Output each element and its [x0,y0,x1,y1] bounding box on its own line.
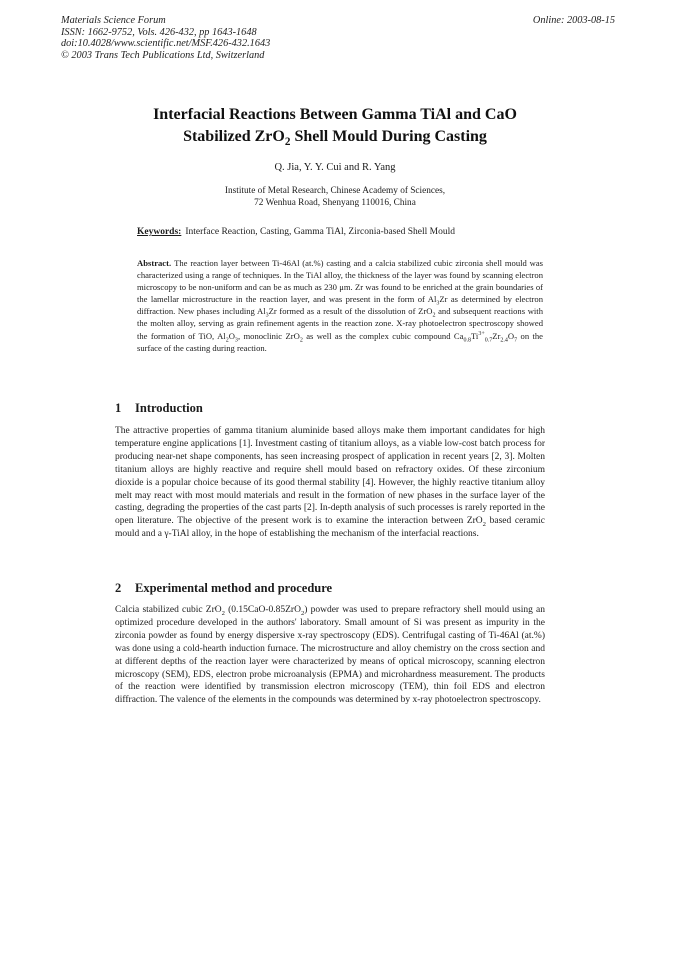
abstract-label: Abstract. [137,258,172,268]
doi-line: doi:10.4028/www.scientific.net/MSF.426-432.1643 [61,38,271,49]
issn-line: ISSN: 1662-9752, Vols. 426-432, pp 1643-1648 [61,26,257,38]
section-2-heading [115,581,332,596]
method-paragraph: Calcia stabilized cubic ZrO$_2$ (0.15CaO-0.85ZrO$_2$) powder was used to prepare refractory shell mould using an optimized procedure developed in the authors' laboratory. Small amount of Si was present as impurity in the zirconia powder as found by energy dispersive x-ray spectroscopy (EDS). Centrifugal casting of Ti-46Al (at.%) was done using a cold-hearth induction furnace. The microstructure and alloy chemistry on the cross section and at different depths of the reaction layer were characterized by means of optical microscopy, scanning electron microscopy (SEM), EDS, electron probe microanalysis (EPMA) and microhardness measurement. The products of the reaction were identified by transmission electron microscopy (TEM), thin foil EDS and electron diffraction. The valence of the elements in the compounds was determined by x-ray photoelectron spectroscopy. [115,605,545,706]
section-1-number: 1 [115,401,122,415]
copyright-line: © 2003 Trans Tech Publications Ltd, Switzerland [61,49,265,61]
affiliation-line-1: Institute of Metal Research, Chinese Academy of Sciences, [224,186,446,196]
section-2-number: 2 [115,581,122,595]
abstract: Abstract. The reaction layer between Ti-46Al (at.%) casting and a calcia stabilized cubic zirconia shell mould was characterized using a range of techniques. In the TiAl alloy, the thickness of the layer was found by scanning electron microscopy to be non-uniform and can be as much as 230 μm. Zr was found to be enriched at the grain boundaries of the lamellar microstructure in the reaction layer, and was present in the form of $Al_3Zr$ as determined by electron diffraction. New phases including $Al_3Zr$ formed as a result of the dissolution of ZrO$_2$ and subsequent reactions with the molten alloy, serving as grain refinement agents in the reaction zone. X-ray photoelectron spectroscopy showed the formation of TiO, $Al_2O_3$, monoclinic ZrO$_2$ as well as the complex cubic compound $Ca_{0.8}Ti^{3+}_{0.7}Zr_{2.4}O_7$ on the surface of the casting during reaction. [137,258,543,353]
paper-title [95,104,575,148]
title-line-2: Stabilized ZrO$_2$ Shell Mould During Casting [183,128,487,149]
title-line-1: Interfacial Reactions Between Gamma TiAl and CaO [153,106,517,123]
affiliation-line-2: 72 Wenhua Road, Shenyang 110016, China [254,198,416,208]
keywords [137,227,455,237]
journal-header [61,15,270,61]
author-list: Q. Jia, Y. Y. Cui and R. Yang [274,162,396,173]
keywords-label: Keywords: [137,227,182,237]
keywords-text: Interface Reaction, Casting, Gamma TiAl, Zirconia-based Shell Mould [185,227,455,237]
section-1-heading [115,401,203,416]
section-1-title: Introduction [135,401,203,415]
affiliation [95,185,575,209]
introduction-paragraph: The attractive properties of gamma titanium aluminide based alloys make them important candidates for high temperature engine applications [1]. Investment casting of titanium alloys, as a viable low-cost batch process for producing near-net shape components, has seen increasing prospect of application in recent years [2, 3]. Molten titanium alloys are highly reactive and require shell mould based on refractory oxides. Of these zirconium dioxide is a popular choice because of its good thermal stability [4]. However, the highly reactive titanium alloy melt may react with most mould materials and result in the formation of new phases in the surface layer of the casting, degrading the properties of the cast parts [2]. In-depth analysis of such processes is rarely reported in the open literature. The objective of the present work is to examine the interaction between ZrO$_2$ based ceramic mould and a γ-TiAl alloy, in the hope of establishing the mechanism of the interfacial reactions. [115,426,545,540]
journal-name: Materials Science Forum [61,15,166,26]
online-date: Online: 2003-08-15 [532,15,615,26]
section-2-title: Experimental method and procedure [135,581,333,595]
